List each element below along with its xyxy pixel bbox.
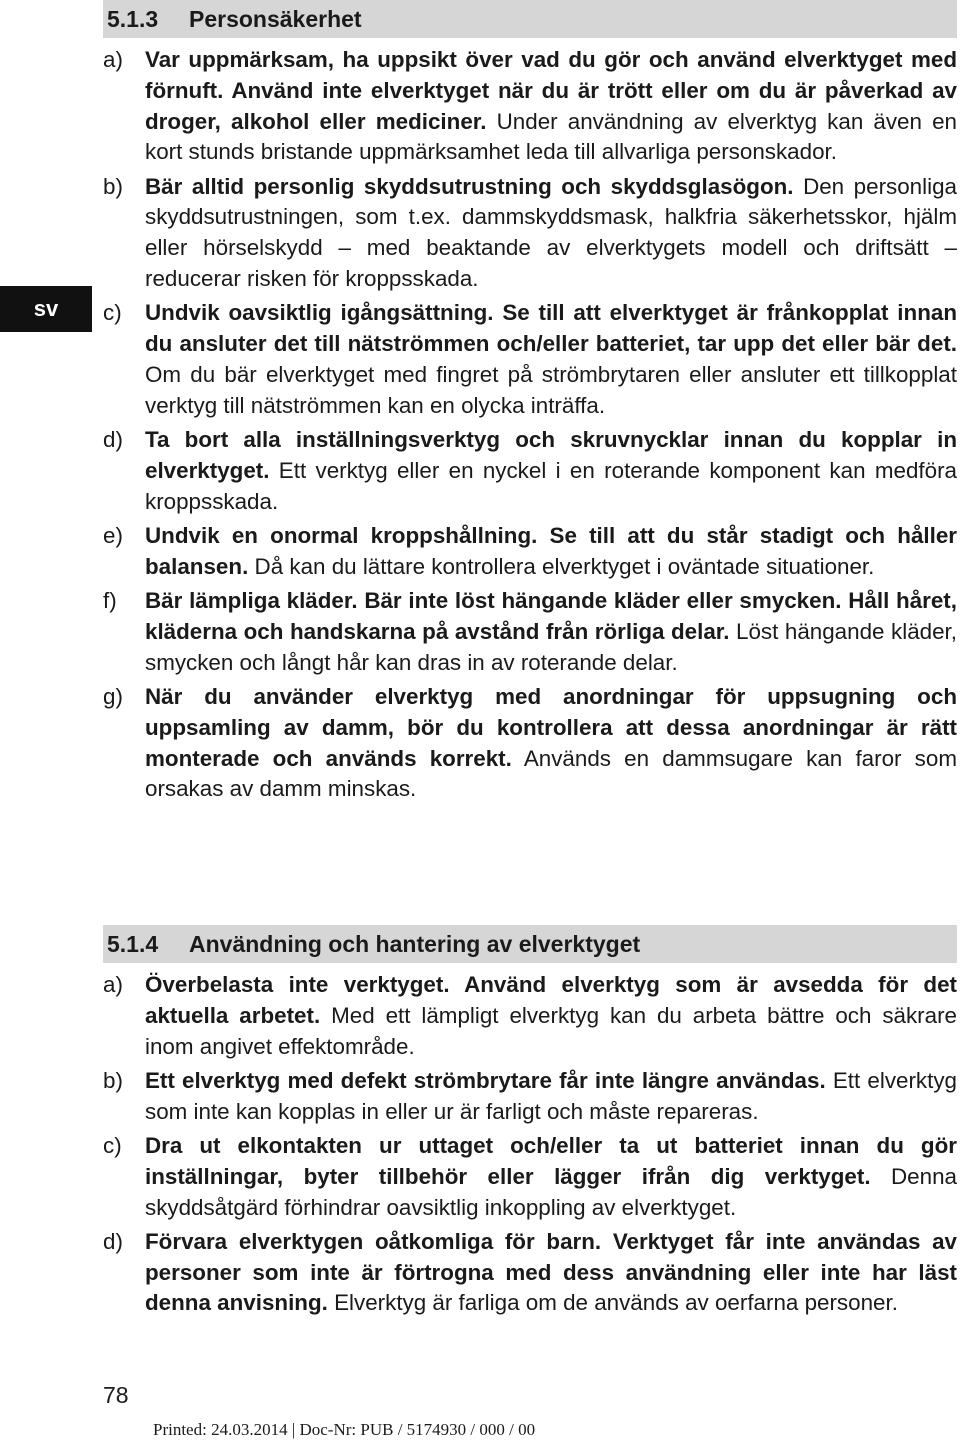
item-bold-text: Undvik oavsiktlig igångsättning. Se till att elverktyget är frånkopplat innan du ansluter det till nätströmmen och/eller batteriet, tar upp det eller bär det. — [145, 300, 957, 357]
item-letter: d) — [103, 427, 123, 453]
list-item — [103, 970, 957, 1062]
item-normal-text: Denna skyddsåtgärd förhindrar oavsiktlig inkoppling av elverktyget. — [145, 1163, 957, 1220]
item-normal-text: Då kan du lättare kontrollera elverktyget i oväntade situationer. — [254, 553, 875, 579]
item-bold-text: Bär alltid personlig skyddsutrustning och skyddsglasögon. — [145, 173, 794, 199]
section-title: Personsäkerhet — [189, 5, 362, 32]
item-normal-text: Ett elverktyg som inte kan kopplas in eller ur är farligt och måste repareras. — [145, 1067, 957, 1124]
item-normal-text: Ett verktyg eller en nyckel i en roterande komponent kan medföra kroppsskada. — [145, 457, 957, 514]
item-text — [145, 425, 957, 517]
page-number: 78 — [103, 1382, 129, 1408]
item-letter: a) — [103, 972, 123, 997]
item-bold-text: Dra ut elkontakten ur uttaget och/eller ta ut batteriet innan du gör inställningar, byter tillbehör eller lägger ifrån dig verktyget. — [145, 1132, 957, 1189]
item-text — [145, 521, 957, 583]
item-bold-text: När du använder elverktyg med anordningar för uppsugning och uppsamling av damm, bör du kontrollera att dessa anordningar är rätt monterade och används korrekt. — [145, 683, 957, 771]
item-text — [145, 970, 957, 1062]
item-bold-text: Överbelasta inte verktyget. Använd elverktyg som är avsedda för det aktuella arbetet. — [145, 972, 957, 1028]
list-item — [103, 425, 957, 517]
item-letter: b) — [103, 173, 123, 199]
list-item — [103, 172, 957, 295]
list-item — [103, 298, 957, 421]
list-item — [103, 586, 957, 678]
item-text — [145, 172, 957, 295]
item-bold-text: Förvara elverktygen oåtkomliga för barn. Verktyget får inte användas av personer som inte är förtrogna med dess användning eller inte har läst denna anvisning. — [145, 1228, 957, 1316]
language-tab: sv — [0, 286, 92, 332]
item-letter: c) — [103, 300, 122, 326]
section-number: 5.1.4 — [107, 930, 159, 957]
item-text — [145, 1066, 957, 1128]
section-list — [103, 970, 957, 1323]
item-text — [145, 1131, 957, 1223]
list-item — [103, 1227, 957, 1319]
list-item — [103, 1131, 957, 1223]
item-text — [145, 298, 957, 421]
item-text — [145, 586, 957, 678]
item-normal-text: Om du bär elverktyget med fingret på strömbrytaren eller ansluter ett tillkopplat verktyg till nätströmmen kan en olycka inträffa. — [145, 361, 957, 418]
item-normal-text: Elverktyg är farliga om de används av oerfarna personer. — [334, 1290, 898, 1316]
item-bold-text: Ta bort alla inställningsverktyg och skruvnycklar innan du kopplar in elverktyget. — [145, 427, 957, 483]
item-normal-text: Med ett lämpligt elverktyg kan du arbeta bättre och säkrare inom angivet effektområde. — [145, 1002, 957, 1059]
item-bold-text: Var uppmärksam, ha uppsikt över vad du gör och använd elverktyget med förnuft. Använd inte elverktyget när du är trött eller om du är påverkad av droger, alkohol eller mediciner. — [145, 47, 957, 134]
section-list — [103, 45, 957, 809]
item-letter: f) — [103, 588, 117, 614]
item-bold-text: Ett elverktyg med defekt strömbrytare får inte längre användas. — [145, 1067, 826, 1093]
item-bold-text: Undvik en onormal kroppshållning. Se till att du står stadigt och håller balansen. — [145, 522, 957, 579]
item-letter: d) — [103, 1228, 123, 1254]
item-letter: b) — [103, 1067, 123, 1093]
item-letter: e) — [103, 522, 123, 548]
item-normal-text: Används en dammsugare kan faror som orsakas av damm minskas. — [145, 745, 957, 802]
item-normal-text: Under användning av elverktyg kan även en kort stunds bristande uppmärksamhet leda till allvarliga personskador. — [145, 108, 957, 165]
item-normal-text: Löst hängande kläder, smycken och långt hår kan dras in av roterande delar. — [145, 618, 957, 675]
print-footer: Printed: 24.03.2014 | Doc-Nr: PUB / 5174930 / 000 / 00 — [153, 1420, 536, 1439]
list-item — [103, 521, 957, 583]
item-text — [145, 682, 957, 805]
section-title: Användning och hantering av elverktyget — [189, 930, 641, 957]
section-number: 5.1.3 — [107, 5, 159, 32]
item-letter: a) — [103, 47, 123, 72]
item-letter: c) — [103, 1132, 122, 1158]
item-bold-text: Bär lämpliga kläder. Bär inte löst hängande kläder eller smycken. Håll håret, kläderna och handskarna på avstånd från rörliga delar. — [145, 588, 957, 644]
item-normal-text: Den personliga skyddsutrustningen, som t.ex. dammskyddsmask, halkfria säkerhetsskor, hjälm eller hörselskydd – med beaktande av elverktygets modell och driftsätt – reducerar risken för kroppsskada. — [145, 173, 957, 292]
section-heading — [103, 925, 957, 963]
item-text — [145, 1227, 957, 1319]
item-text — [145, 45, 957, 168]
list-item — [103, 45, 957, 168]
section-heading — [103, 0, 957, 38]
item-letter: g) — [103, 683, 123, 709]
list-item — [103, 682, 957, 805]
list-item — [103, 1066, 957, 1128]
